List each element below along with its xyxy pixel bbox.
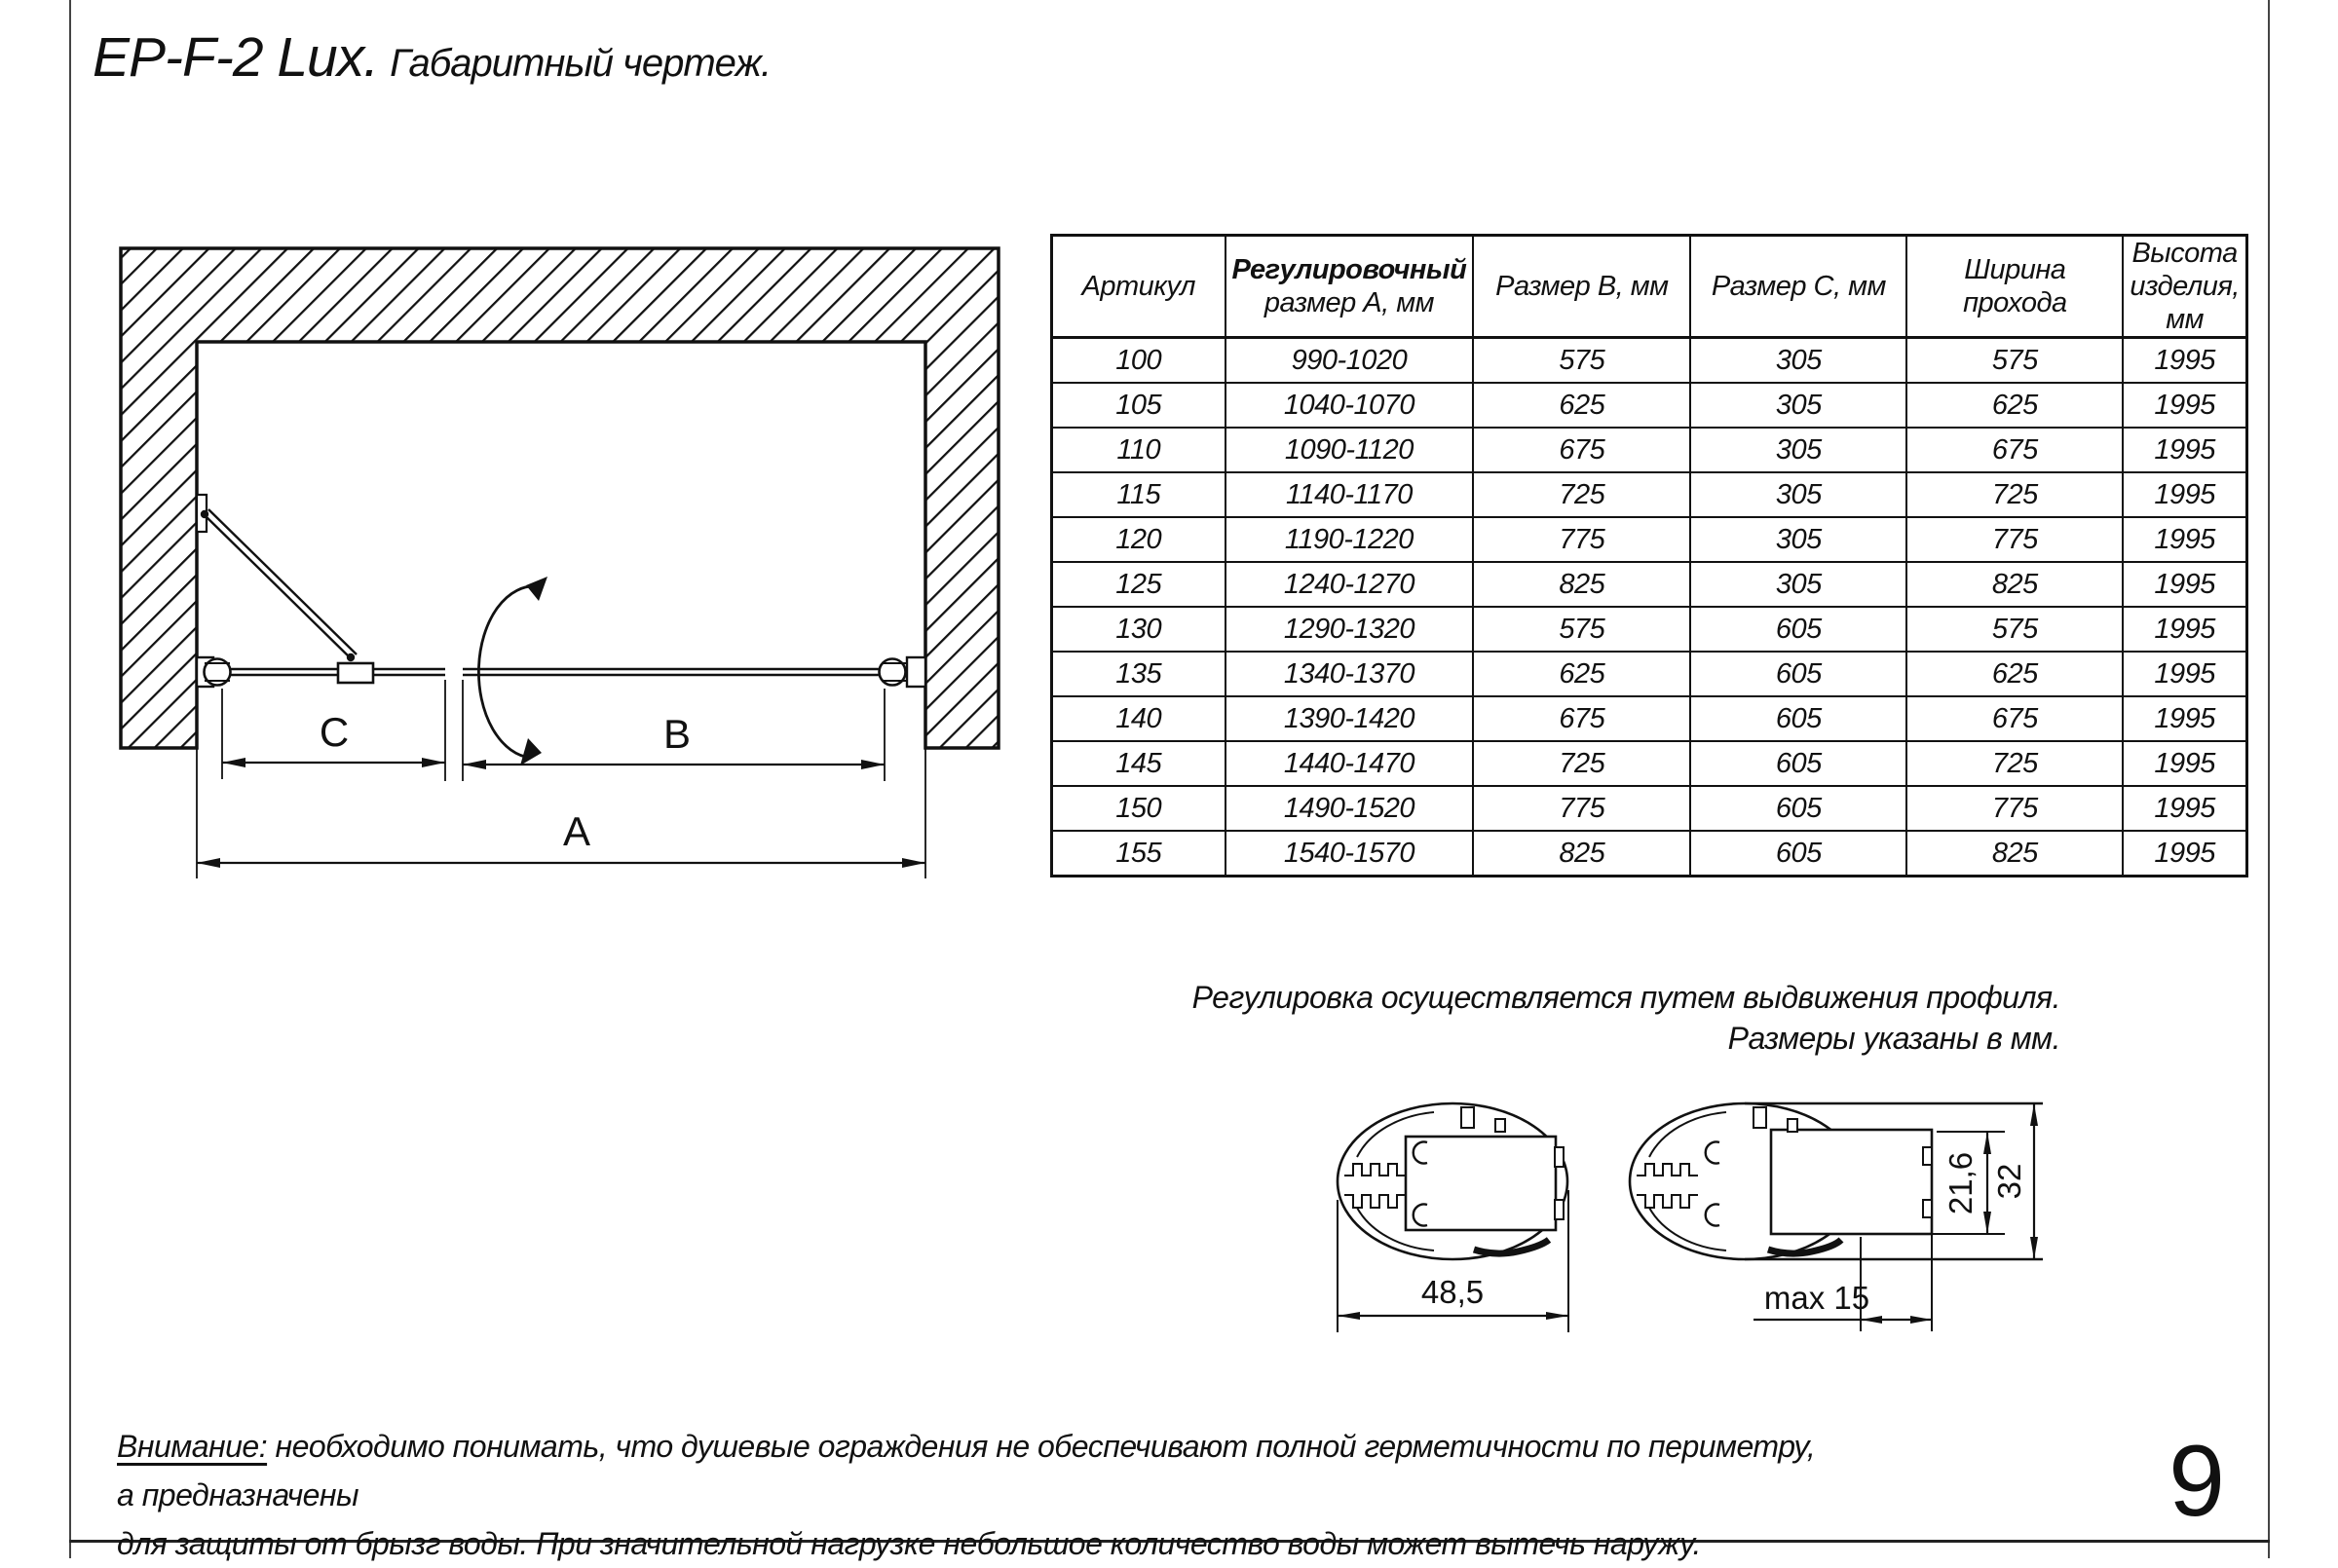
table-cell: 575 [1906, 607, 2123, 652]
page-number: 9 [2168, 1425, 2225, 1538]
brace-bracket [338, 663, 373, 683]
table-cell: 1040-1070 [1226, 383, 1474, 428]
adjustment-notes [1086, 977, 2060, 1059]
table-cell: 575 [1473, 338, 1690, 384]
table-row [1052, 472, 2247, 517]
table-cell: 1995 [2123, 428, 2246, 472]
table-cell: 675 [1473, 696, 1690, 741]
table-cell: 605 [1690, 696, 1906, 741]
table-cell: 625 [1473, 652, 1690, 696]
page-border-right [2268, 0, 2270, 1558]
table-cell: 155 [1052, 831, 1226, 877]
table-cell: 575 [1906, 338, 2123, 384]
table-cell: 725 [1473, 741, 1690, 786]
table-cell: 605 [1690, 607, 1906, 652]
table-cell: 150 [1052, 786, 1226, 831]
table-cell: 1540-1570 [1226, 831, 1474, 877]
table-cell: 1090-1120 [1226, 428, 1474, 472]
note-line-2: Размеры указаны в мм. [1727, 1021, 2060, 1056]
table-cell: 675 [1906, 428, 2123, 472]
drawing-subtitle: Габаритный чертеж. [390, 42, 772, 85]
table-row [1052, 383, 2247, 428]
table-cell: 305 [1690, 472, 1906, 517]
table-cell: 725 [1906, 472, 2123, 517]
table-cell: 1490-1520 [1226, 786, 1474, 831]
table-cell: 605 [1690, 652, 1906, 696]
dim-width-label: 48,5 [1420, 1274, 1485, 1310]
dim-c-label: C [319, 709, 350, 755]
support-brace [197, 495, 373, 683]
table-cell: 1995 [2123, 652, 2246, 696]
table-cell: 305 [1690, 338, 1906, 384]
col-width-pass: Ширина прохода [1906, 236, 2123, 338]
table-body [1052, 338, 2247, 877]
door-swing-arc [478, 577, 547, 765]
table-cell: 120 [1052, 517, 1226, 562]
table-cell: 725 [1473, 472, 1690, 517]
table-cell: 825 [1473, 562, 1690, 607]
table-cell: 1290-1320 [1226, 607, 1474, 652]
table-cell: 775 [1906, 517, 2123, 562]
table-cell: 775 [1473, 517, 1690, 562]
col-size-c: Размер С, мм [1690, 236, 1906, 338]
table-row [1052, 831, 2247, 877]
table-row [1052, 741, 2247, 786]
table-row [1052, 517, 2247, 562]
table-cell: 1240-1270 [1226, 562, 1474, 607]
dim-a-label: A [562, 808, 591, 854]
profile-closed [1338, 1103, 1568, 1332]
table-cell: 140 [1052, 696, 1226, 741]
table-cell: 135 [1052, 652, 1226, 696]
table-row [1052, 338, 2247, 384]
table-header-row [1052, 236, 2247, 338]
table-cell: 1995 [2123, 786, 2246, 831]
note-line-1: Регулировка осуществляется путем выдвижения профиля. [1191, 980, 2060, 1015]
profile-sections [1325, 1091, 2065, 1383]
wall-section [121, 248, 999, 748]
table-row [1052, 562, 2247, 607]
table-cell: 725 [1906, 741, 2123, 786]
col-size-a: Регулировочный размер А, мм [1226, 236, 1474, 338]
warning-label: Внимание: [117, 1429, 268, 1464]
table-cell: 825 [1906, 562, 2123, 607]
table-cell: 305 [1690, 517, 1906, 562]
table-cell: 1440-1470 [1226, 741, 1474, 786]
table-cell: 1390-1420 [1226, 696, 1474, 741]
table-cell: 825 [1473, 831, 1690, 877]
table-cell: 625 [1906, 383, 2123, 428]
table-cell: 625 [1473, 383, 1690, 428]
dim-outer-height-label: 32 [1991, 1163, 2027, 1200]
table-cell: 115 [1052, 472, 1226, 517]
table-cell: 305 [1690, 562, 1906, 607]
warning-line-1: Внимание: необходимо понимать, что душевые ограждения не обеспечивают полной герметичности по периметру, а предназначены [117, 1429, 1816, 1512]
table-cell: 825 [1906, 831, 2123, 877]
table-cell: 1995 [2123, 517, 2246, 562]
table-row [1052, 652, 2247, 696]
dimension-a [197, 808, 925, 868]
table-cell: 100 [1052, 338, 1226, 384]
table-cell: 305 [1690, 383, 1906, 428]
table-cell: 675 [1473, 428, 1690, 472]
table-cell: 1995 [2123, 696, 2246, 741]
col-height: Высота изделия, мм [2123, 236, 2246, 338]
table-cell: 675 [1906, 696, 2123, 741]
table-row [1052, 786, 2247, 831]
warning-text [117, 1422, 1831, 1568]
dimension-c [222, 709, 445, 767]
table-cell: 105 [1052, 383, 1226, 428]
table-cell: 305 [1690, 428, 1906, 472]
table-row [1052, 696, 2247, 741]
table-cell: 1995 [2123, 383, 2246, 428]
col-size-b: Размер В, мм [1473, 236, 1690, 338]
table-cell: 1995 [2123, 831, 2246, 877]
table-cell: 1190-1220 [1226, 517, 1474, 562]
table-cell: 575 [1473, 607, 1690, 652]
dim-max-offset-label: max 15 [1763, 1280, 1870, 1316]
table-cell: 605 [1690, 786, 1906, 831]
page-title [93, 25, 771, 90]
table-cell: 110 [1052, 428, 1226, 472]
warning-line-2: для защиты от брызг воды. При значительной нагрузке небольшое количество воды может вытечь наружу. [117, 1526, 1701, 1561]
table-cell: 1995 [2123, 338, 2246, 384]
table-cell: 1140-1170 [1226, 472, 1474, 517]
extension-lines [197, 680, 925, 878]
table-cell: 990-1020 [1226, 338, 1474, 384]
model-name: EP-F-2 Lux. [93, 26, 379, 89]
table-cell: 625 [1906, 652, 2123, 696]
dimension-32 [1991, 1103, 2038, 1259]
spec-table [1050, 234, 2248, 877]
table-cell: 775 [1906, 786, 2123, 831]
plan-drawing [58, 214, 1033, 954]
table-cell: 130 [1052, 607, 1226, 652]
dim-b-label: B [662, 711, 692, 757]
dim-inner-height-label: 21,6 [1942, 1151, 1979, 1215]
table-cell: 1340-1370 [1226, 652, 1474, 696]
table-cell: 145 [1052, 741, 1226, 786]
table-cell: 1995 [2123, 607, 2246, 652]
table-cell: 1995 [2123, 562, 2246, 607]
table-cell: 605 [1690, 741, 1906, 786]
left-wall-profile [197, 657, 231, 687]
table-cell: 1995 [2123, 472, 2246, 517]
table-cell: 775 [1473, 786, 1690, 831]
col-artikul: Артикул [1052, 236, 1226, 338]
table-row [1052, 428, 2247, 472]
table-cell: 125 [1052, 562, 1226, 607]
table-row [1052, 607, 2247, 652]
table-cell: 605 [1690, 831, 1906, 877]
glass-panels [231, 669, 879, 675]
table-cell: 1995 [2123, 741, 2246, 786]
right-wall-profile [880, 657, 926, 687]
profile-extended [1630, 1103, 2043, 1331]
